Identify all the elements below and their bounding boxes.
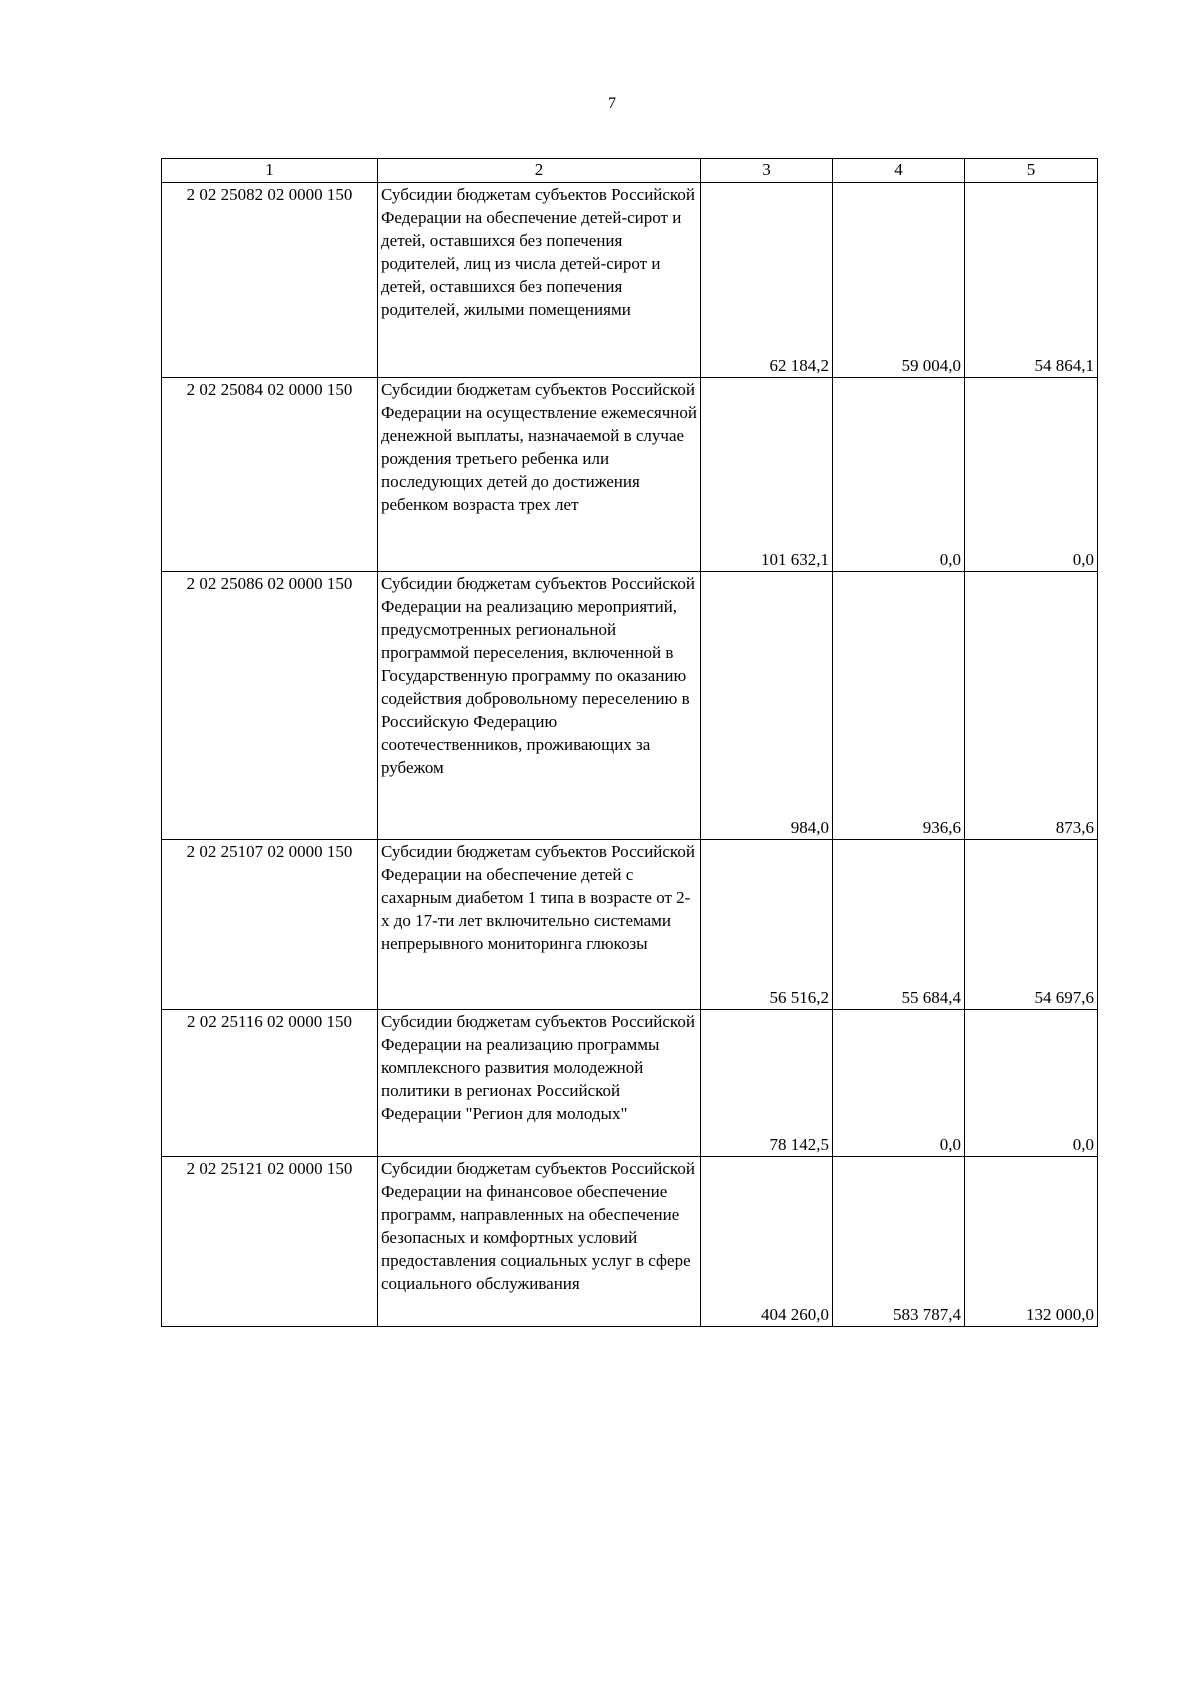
row-description: Субсидии бюджетам субъектов Российской Федерации на обеспечение детей-сирот и детей, оставшихся без попечения родителей, лиц из числа детей-сирот и детей, оставшихся без попечения родителей, жилыми помещениями	[378, 183, 701, 378]
row-description: Субсидии бюджетам субъектов Российской Федерации на реализацию программы комплексного развития молодежной политики в регионах Российской Федерации "Регион для молодых"	[378, 1010, 701, 1157]
column-header-1: 1	[162, 159, 378, 183]
value-col4: 0,0	[833, 1010, 965, 1157]
value-col4: 936,6	[833, 572, 965, 840]
value-col4: 0,0	[833, 378, 965, 572]
table-row	[162, 572, 1098, 840]
row-description: Субсидии бюджетам субъектов Российской Федерации на осуществление ежемесячной денежной выплаты, назначаемой в случае рождения третьего ребенка или последующих детей до достижения ребенком возраста трех лет	[378, 378, 701, 572]
value-col3: 101 632,1	[701, 378, 833, 572]
value-col5: 54 697,6	[965, 840, 1098, 1010]
table-row	[162, 378, 1098, 572]
value-col5: 132 000,0	[965, 1157, 1098, 1327]
value-col3: 56 516,2	[701, 840, 833, 1010]
budget-code: 2 02 25121 02 0000 150	[162, 1157, 378, 1327]
column-header-3: 3	[701, 159, 833, 183]
row-description: Субсидии бюджетам субъектов Российской Федерации на реализацию мероприятий, предусмотренных региональной программой переселения, включенной в Государственную программу по оказанию содействия добровольному переселению в Российскую Федерацию соотечественников, проживающих за рубежом	[378, 572, 701, 840]
column-header-4: 4	[833, 159, 965, 183]
table-row	[162, 840, 1098, 1010]
table-body	[162, 183, 1098, 1327]
value-col4: 59 004,0	[833, 183, 965, 378]
value-col5: 0,0	[965, 1010, 1098, 1157]
column-header-2: 2	[378, 159, 701, 183]
value-col4: 583 787,4	[833, 1157, 965, 1327]
row-description: Субсидии бюджетам субъектов Российской Федерации на обеспечение детей с сахарным диабетом 1 типа в возрасте от 2-х до 17-ти лет включительно системами непрерывного мониторинга глюкозы	[378, 840, 701, 1010]
value-col5: 873,6	[965, 572, 1098, 840]
row-description: Субсидии бюджетам субъектов Российской Федерации на финансовое обеспечение программ, направленных на обеспечение безопасных и комфортных условий предоставления социальных услуг в сфере социального обслуживания	[378, 1157, 701, 1327]
value-col5: 54 864,1	[965, 183, 1098, 378]
table-row	[162, 1010, 1098, 1157]
value-col3: 62 184,2	[701, 183, 833, 378]
table-header	[162, 159, 1098, 183]
budget-code: 2 02 25116 02 0000 150	[162, 1010, 378, 1157]
value-col3: 984,0	[701, 572, 833, 840]
budget-code: 2 02 25082 02 0000 150	[162, 183, 378, 378]
table-row	[162, 1157, 1098, 1327]
value-col3: 78 142,5	[701, 1010, 833, 1157]
budget-code: 2 02 25086 02 0000 150	[162, 572, 378, 840]
header-row	[162, 159, 1098, 183]
table-row	[162, 183, 1098, 378]
value-col4: 55 684,4	[833, 840, 965, 1010]
column-header-5: 5	[965, 159, 1098, 183]
budget-code: 2 02 25084 02 0000 150	[162, 378, 378, 572]
value-col5: 0,0	[965, 378, 1098, 572]
budget-code: 2 02 25107 02 0000 150	[162, 840, 378, 1010]
value-col3: 404 260,0	[701, 1157, 833, 1327]
budget-table	[161, 158, 1098, 1327]
page-number: 7	[608, 95, 616, 112]
